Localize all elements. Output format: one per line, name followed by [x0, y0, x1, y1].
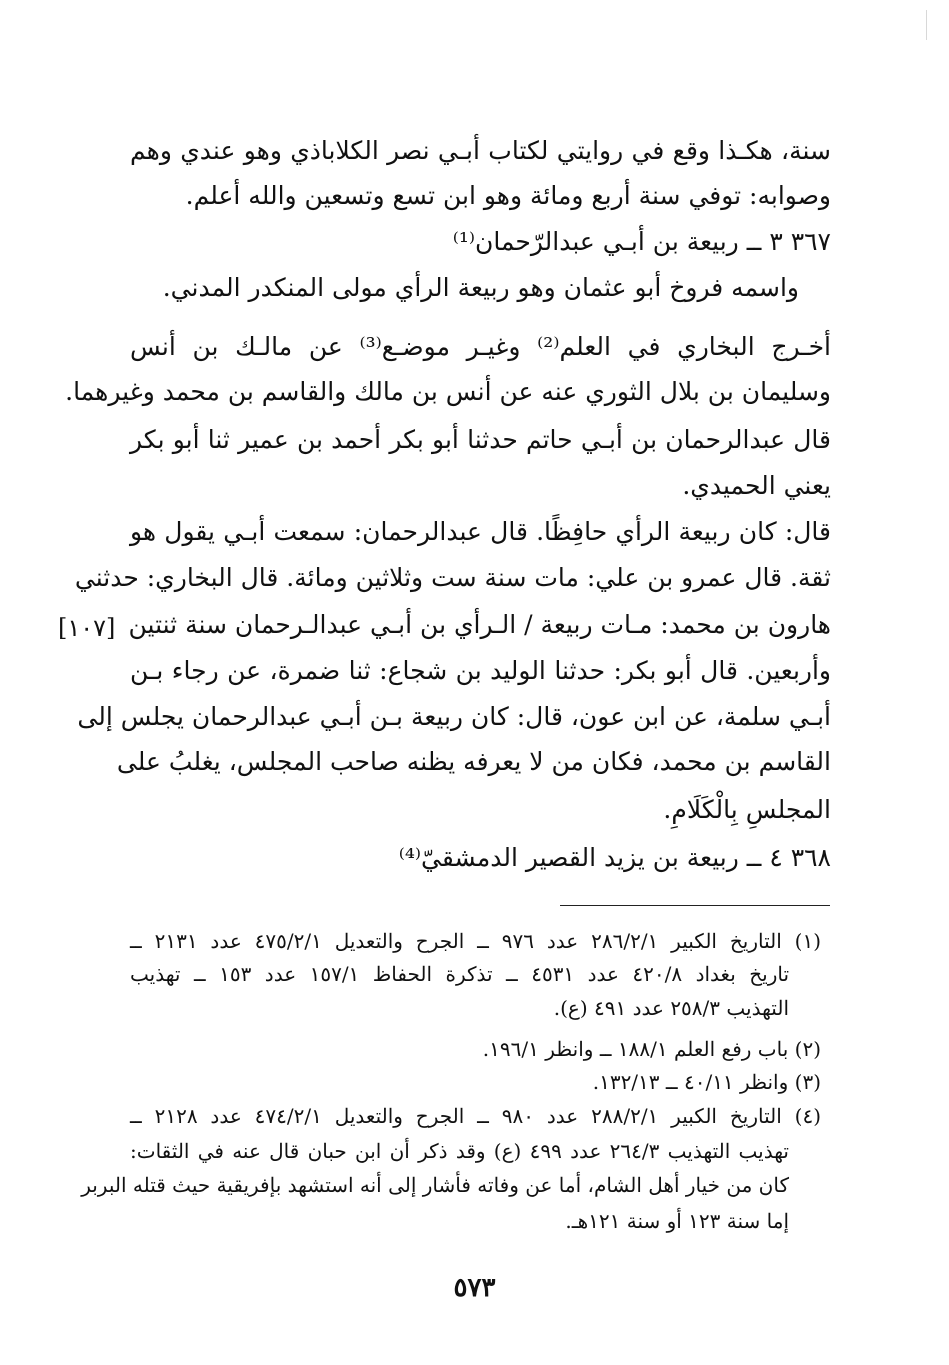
footnote-line: التهذيب ٢٥٨/٣ عدد ٤٩١ (ع).: [553, 996, 789, 1020]
footnote-line: (٢) باب رفع العلم ١٨٨/١ ــ وانظر ١٩٦/١.: [482, 1037, 821, 1061]
body-line: هارون بن محمد: مـات ربيعة / الـرأي بن أبـي عبدالـرحمان سنة ثنتين: [128, 610, 831, 639]
body-line: وسليمان بن بلال الثوري عنه عن أنس بن مالك والقاسم بن محمد وغيرهما.: [65, 377, 831, 406]
body-line: قال عبدالرحمان بن أبـي حاتم حدثنا أبو بكر أحمد بن عمير ثنا أبو بكر: [130, 425, 831, 454]
footnote-line: (٣) وانظر ٤٠/١١ ــ ١٣٢/١٣.: [592, 1070, 821, 1094]
footnote-line: تهذيب التهذيب ٢٦٤/٣ عدد ٤٩٩ (ع) وقد ذكر أن ابن حبان قال عنه في الثقات:: [130, 1139, 789, 1163]
body-line: ثقة. قال عمرو بن علي: مات سنة ست وثلاثين ومائة. قال البخاري: حدثني: [74, 563, 831, 592]
body-line: سنة، هكـذا وقع في روايتي لكتاب أبـي نصر الكلاباذي وهو عندي وهم: [130, 136, 831, 165]
entry-heading-367: ٣٦٧ ٣ ــ ربيعة بن أبـي عبدالرّحمان⁽¹⁾: [452, 227, 831, 256]
body-line: وأربعين. قال أبو بكر: حدثنا الوليد بن شجاع: ثنا ضمرة، عن رجاء بـن: [130, 656, 831, 685]
margin-folio-note: [١٠٧]: [58, 614, 116, 642]
footnote-line: تاريخ بغداد ٤٢٠/٨ عدد ٤٥٣١ ــ تذكرة الحفاظ ١٥٧/١ عدد ١٥٣ ــ تهذيب: [130, 962, 790, 986]
body-line: المجلسِ بِالْكَلَامِ.: [663, 795, 831, 824]
body-line: أبـي سلمة، عن ابن عون، قال: كان ربيعة بـن أبـي عبدالرحمان يجلس إلى: [77, 702, 831, 731]
page-number: ٥٧٣: [453, 1273, 496, 1303]
body-line: أخـرج البخاري في العلم⁽²⁾ وغيـر موضـع⁽³⁾ عن مالـك بن أنس: [130, 332, 831, 361]
footnote-separator: [560, 905, 830, 906]
body-line: قال: كان ربيعة الرأي حافِظًا. قال عبدالرحمان: سمعت أبـي يقول هو: [130, 517, 831, 546]
footnote-line: كان من خيار أهل الشام، أما عن وفاته فأشار إلى أنه استشهد بإفريقية حيث قتله البربر: [81, 1173, 789, 1197]
footnote-line: (١) التاريخ الكبير ٢٨٦/٢/١ عدد ٩٧٦ ــ الجرح والتعديل ٤٧٥/٢/١ عدد ٢١٣١ ــ: [130, 929, 821, 953]
body-line: وصوابه: توفي سنة أربع ومائة وهو ابن تسع وتسعين والله أعلم.: [185, 181, 831, 210]
body-line: يعني الحميدي.: [682, 471, 831, 500]
body-line: القاسم بن محمد، فكان من لا يعرفه يظنه صاحب المجلس، يغلبُ على: [116, 747, 831, 776]
footnote-line: (٤) التاريخ الكبير ٢٨٨/٢/١ عدد ٩٨٠ ــ الجرح والتعديل ٤٧٤/٢/١ عدد ٢١٢٨ ــ: [130, 1104, 821, 1128]
body-line: واسمه فروخ أبو عثمان وهو ربيعة الرأي مولى المنكدر المدني.: [162, 273, 799, 302]
entry-heading-368: ٣٦٨ ٤ ــ ربيعة بن يزيد القصير الدمشقيّ⁽⁴⁾: [398, 843, 831, 872]
footnote-line: إما سنة ١٢٣ أو سنة ١٢١هـ.: [565, 1209, 789, 1233]
scan-edge-mark: [926, 10, 927, 40]
